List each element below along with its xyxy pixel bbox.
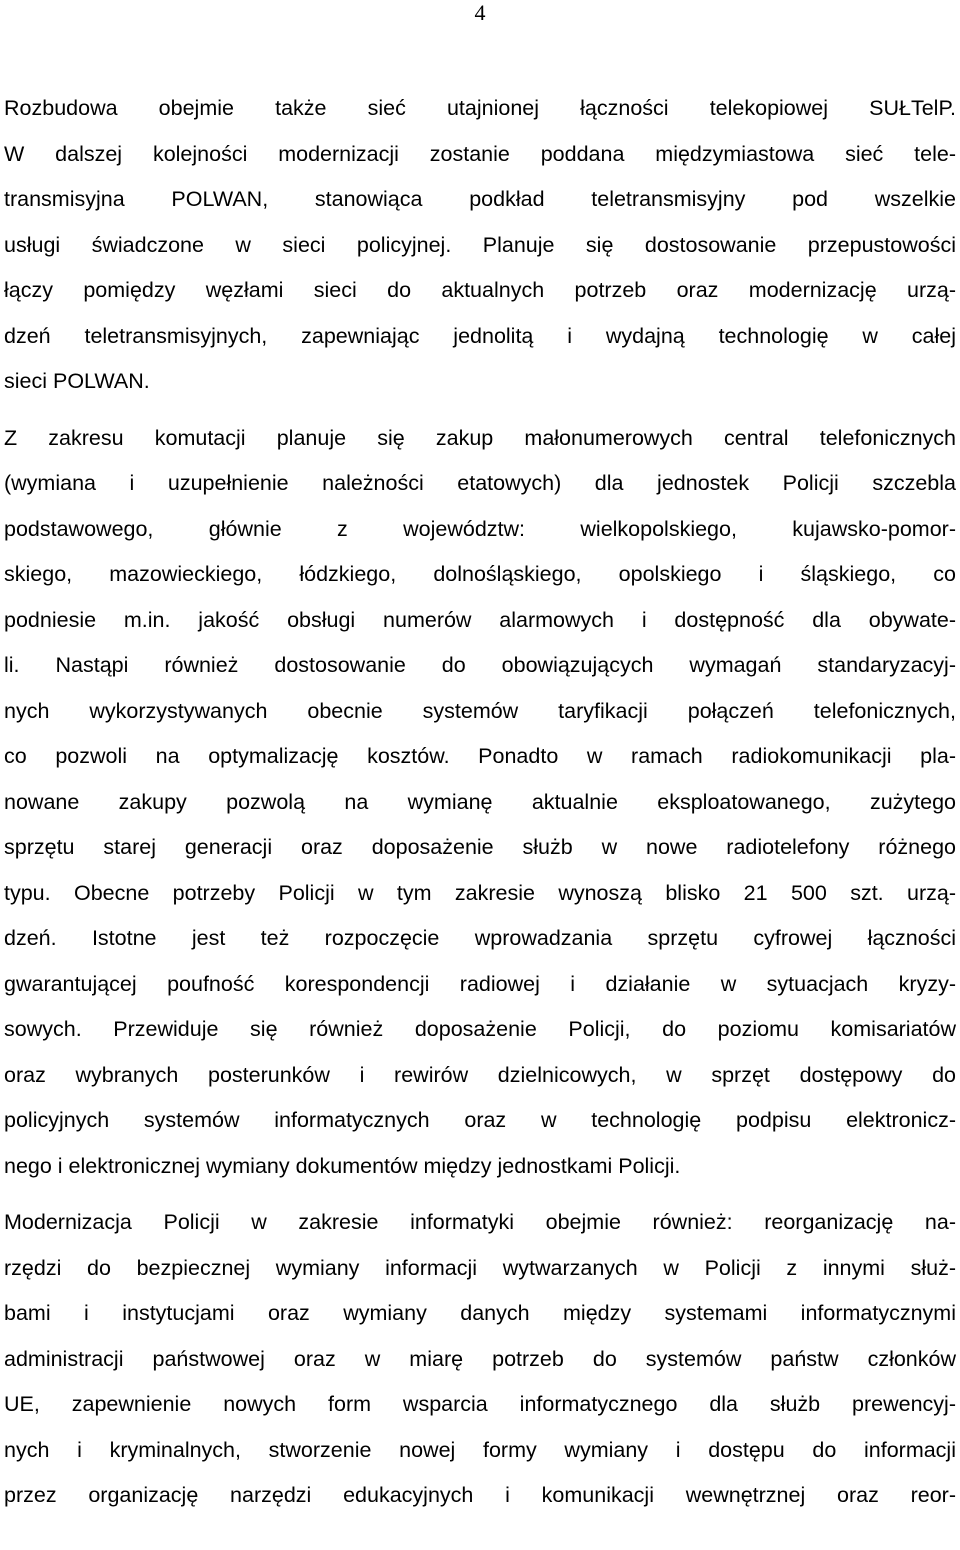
text-line: usługi świadczone w sieci policyjnej. Planuje się dostosowanie przepustowości — [4, 232, 956, 257]
text-line: sowych. Przewiduje się również doposażenie Policji, do poziomu komisariatów — [4, 1017, 956, 1041]
text-line: UE, zapewnienie nowych form wsparcia informatycznego dla służb prewencyj- — [4, 1392, 956, 1416]
text-line: gwarantującej poufność korespondencji radiowej i działanie w sytuacjach kryzy- — [4, 971, 956, 996]
paragraph-gap — [4, 405, 956, 416]
text-line: nych i kryminalnych, stworzenie nowej formy wymiany i dostępu do informacji — [4, 1437, 956, 1462]
text-line: nowane zakupy pozwolą na wymianę aktualnie eksploatowanego, zużytego — [4, 789, 956, 814]
text-line: podniesie m.in. jakość obsługi numerów alarmowych i dostępność dla obywate- — [4, 607, 956, 632]
text-line: Rozbudowa obejmie także sieć utajnionej łączności telekopiowej SUŁTelP. — [4, 96, 956, 120]
text-line: typu. Obecne potrzeby Policji w tym zakresie wynoszą blisko 21 500 szt. urzą- — [4, 880, 956, 905]
text-line: oraz wybranych posterunków i rewirów dzielnicowych, w sprzęt dostępowy do — [4, 1062, 956, 1087]
text-line: sieci POLWAN. — [4, 369, 150, 393]
text-line: dzeń. Istotne jest też rozpoczęcie wprowadzania sprzętu cyfrowej łączności — [4, 926, 956, 950]
paragraph — [4, 86, 956, 405]
text-line: (wymiana i uzupełnienie należności etatowych) dla jednostek Policji szczebla — [4, 471, 956, 495]
document-body — [4, 86, 956, 1519]
text-line: transmisyjna POLWAN, stanowiąca podkład teletransmisyjny pod wszelkie — [4, 187, 956, 211]
text-line: nego i elektronicznej wymiany dokumentów między jednostkami Policji. — [4, 1153, 681, 1178]
text-line: Z zakresu komutacji planuje się zakup małonumerowych central telefonicznych — [4, 425, 956, 450]
text-line: nych wykorzystywanych obecnie systemów taryfikacji połączeń telefonicznych, — [4, 698, 956, 723]
text-line: policyjnych systemów informatycznych oraz w technologię podpisu elektronicz- — [4, 1108, 956, 1132]
paragraph — [4, 416, 956, 1190]
text-line: przez organizację narzędzi edukacyjnych i komunikacji wewnętrznej oraz reor- — [4, 1483, 956, 1507]
text-line: podstawowego, głównie z województw: wielkopolskiego, kujawsko-pomor- — [4, 516, 956, 541]
text-line: sprzętu starej generacji oraz doposażenie służb w nowe radiotelefony różnego — [4, 835, 956, 859]
text-line: rzędzi do bezpiecznej wymiany informacji wytwarzanych w Policji z innymi służ- — [4, 1255, 956, 1280]
text-line: Modernizacja Policji w zakresie informatyki obejmie również: reorganizację na- — [4, 1210, 956, 1234]
paragraph — [4, 1200, 956, 1519]
text-line: administracji państwowej oraz w miarę potrzeb do systemów państw członków — [4, 1346, 956, 1371]
text-line: łączy pomiędzy węzłami sieci do aktualnych potrzeb oraz modernizację urzą- — [4, 278, 956, 302]
page-number: 4 — [474, 0, 486, 25]
paragraph-gap — [4, 1189, 956, 1200]
text-line: dzeń teletransmisyjnych, zapewniając jednolitą i wydajną technologię w całej — [4, 323, 956, 348]
text-line: li. Nastąpi również dostosowanie do obowiązujących wymagań standaryzacyj- — [4, 653, 956, 677]
text-line: skiego, mazowieckiego, łódzkiego, dolnośląskiego, opolskiego i śląskiego, co — [4, 562, 956, 586]
text-line: co pozwoli na optymalizację kosztów. Ponadto w ramach radiokomunikacji pla- — [4, 744, 956, 768]
text-line: bami i instytucjami oraz wymiany danych między systemami informatycznymi — [4, 1301, 956, 1325]
text-line: W dalszej kolejności modernizacji zostanie poddana międzymiastowa sieć tele- — [4, 141, 956, 166]
